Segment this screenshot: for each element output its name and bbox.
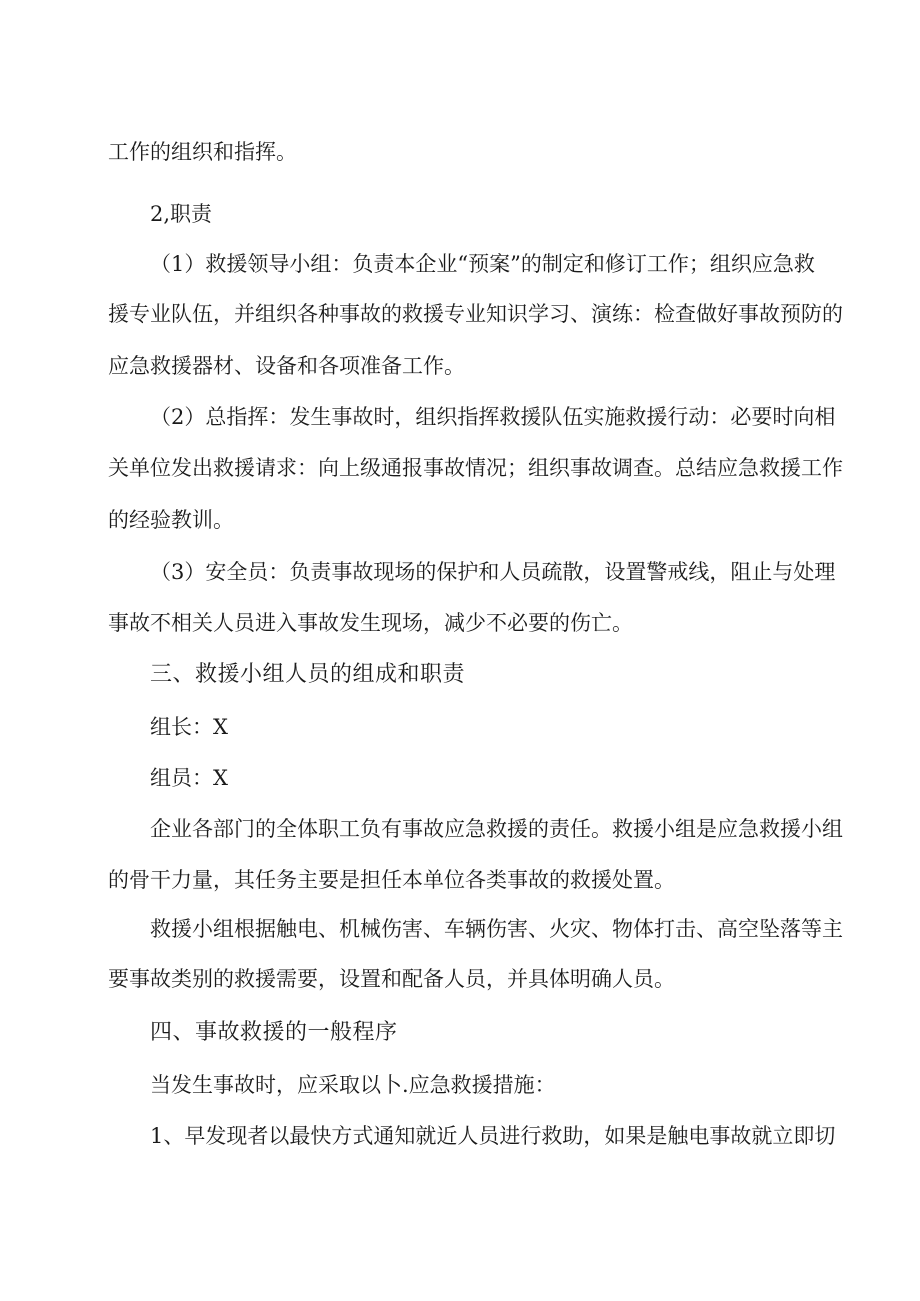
paragraph-line: 工作的组织和指挥。	[108, 140, 297, 164]
paragraph-line: 关单位发出救援请求：向上级通报事故情况；组织事故调查。总结应急救援工作	[108, 456, 843, 480]
paragraph-line: 应急救援器材、设备和各项准备工作。	[108, 354, 465, 378]
paragraph-line: 1、早发现者以最快方式通知就近人员进行救助，如果是触电事故就立即切	[150, 1124, 836, 1148]
paragraph-line: 的骨干力量，其任务主要是担任本单位各类事故的救援处置。	[108, 868, 675, 892]
paragraph-line: 当发生事故时，应采取以卜.应急救援措施：	[150, 1073, 556, 1097]
paragraph-line: 援专业队伍，并组织各种事故的救援专业知识学习、演练：检查做好事故预防的	[108, 302, 843, 326]
section-heading-four: 四、事故救援的一般程序	[150, 1020, 398, 1045]
paragraph-line: 救援小组根据触电、机械伤害、车辆伤害、火灾、物体打击、高空坠落等主	[150, 917, 843, 941]
paragraph-line: 组长：X	[150, 715, 228, 739]
section-heading-three: 三、救援小组人员的组成和职责	[150, 662, 466, 687]
paragraph-line: 企业各部门的全体职工负有事故应急救援的责任。救援小组是应急救援小组	[150, 817, 843, 841]
paragraph-line: （3）安全员：负责事故现场的保护和人员疏散，设置警戒线，阻止与处理	[150, 560, 836, 584]
section-subheading-duties: 2,职责	[150, 202, 213, 226]
paragraph-line: 的经验教训。	[108, 508, 234, 532]
paragraph-line: （2）总指挥：发生事故时，组织指挥救援队伍实施救援行动：必要时向相	[150, 405, 836, 429]
paragraph-line: （1）救援领导小组：负责本企业“预案”的制定和修订工作；组织应急救	[150, 252, 815, 276]
paragraph-line: 组员：X	[150, 766, 228, 790]
paragraph-line: 要事故类别的救援需要，设置和配备人员，并具体明确人员。	[108, 967, 675, 991]
paragraph-line: 事故不相关人员进入事故发生现场，减少不必要的伤亡。	[108, 611, 633, 635]
